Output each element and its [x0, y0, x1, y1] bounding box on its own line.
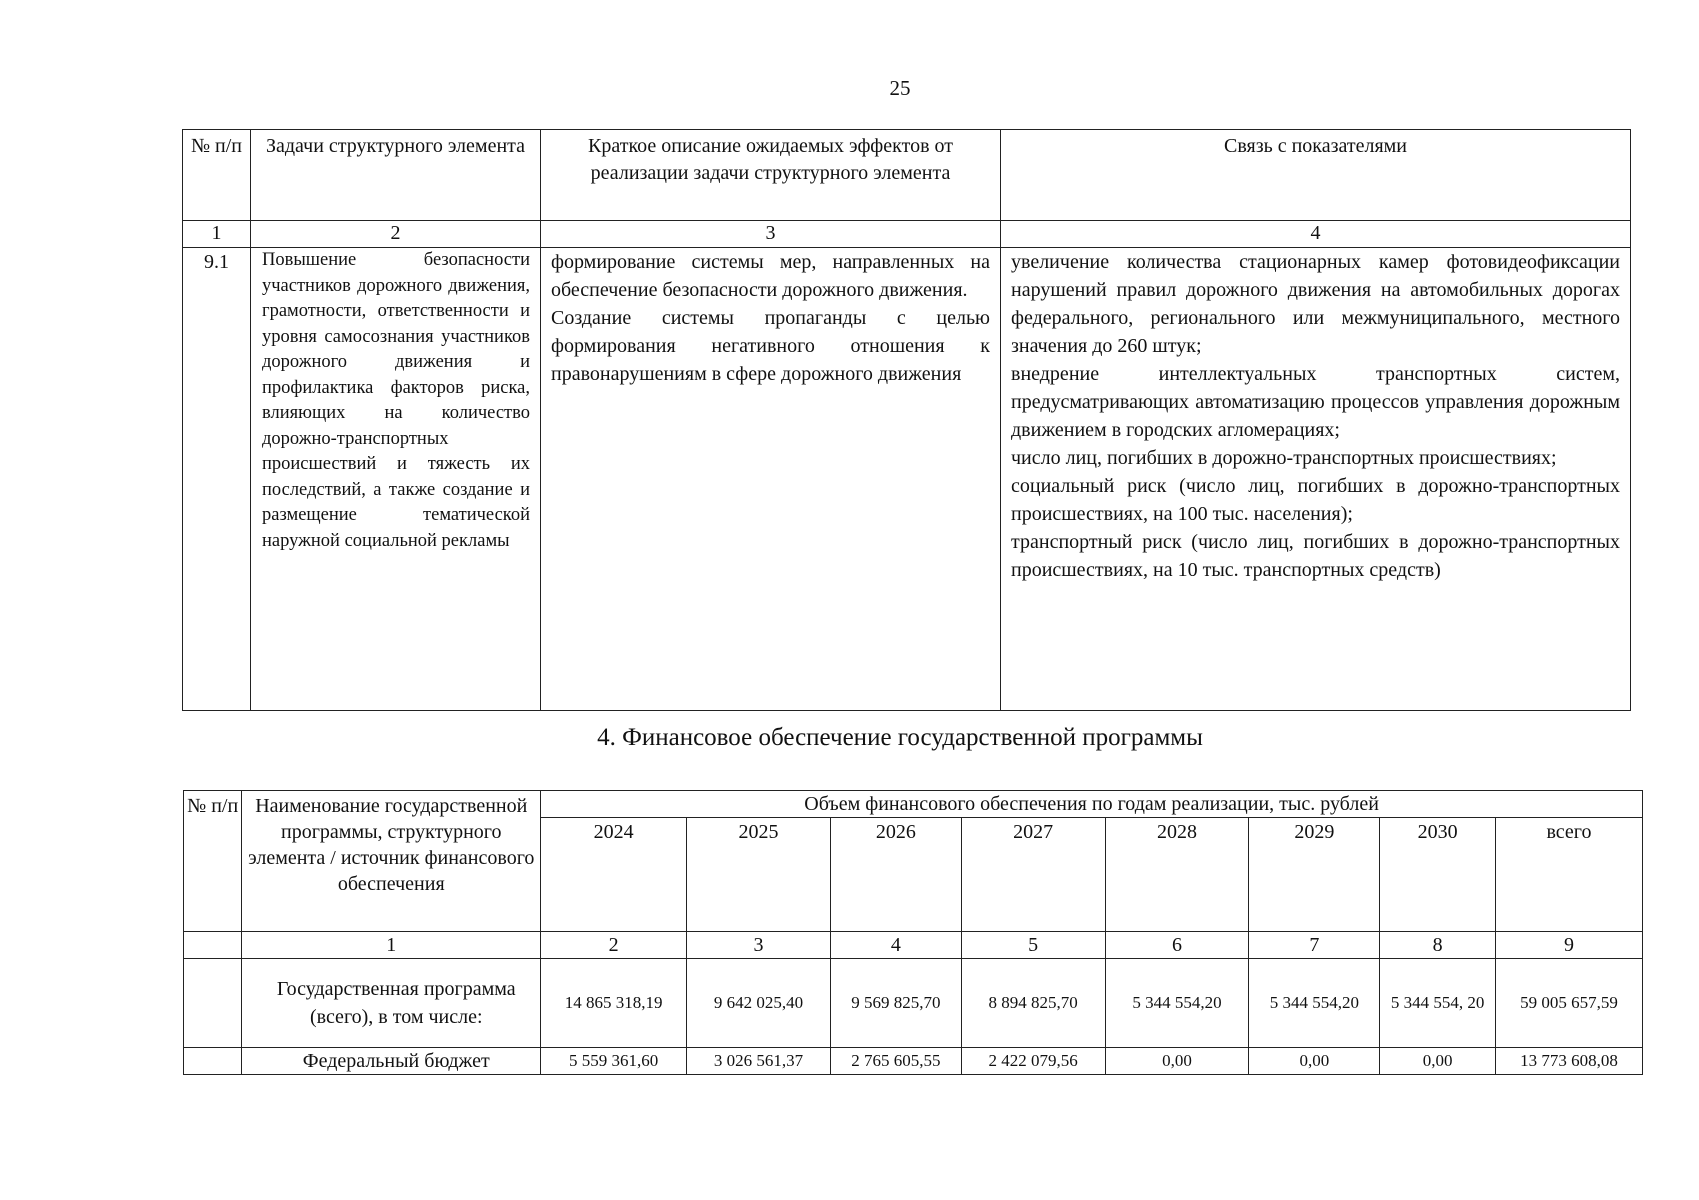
indicator-item: увеличение количества стационарных камер фотовидеофиксации нарушений правил дорожного движения на автомобильных дорогах федерального, регионального или межмуниципального, местного значения до 260 штук; — [1011, 251, 1620, 357]
value-cell: 5 559 361,60 — [541, 1048, 687, 1075]
header-year: 2028 — [1105, 818, 1249, 932]
value-cell: 2 765 605,55 — [830, 1048, 961, 1075]
table-header-row — [184, 791, 1643, 818]
value-cell: 2 422 079,56 — [961, 1048, 1105, 1075]
row-number — [184, 959, 242, 1048]
table-header-row — [183, 130, 1631, 221]
structural-tasks-table — [182, 129, 1631, 711]
value-cell: 8 894 825,70 — [961, 959, 1105, 1048]
row-number — [184, 1048, 242, 1075]
indicator-item: число лиц, погибших в дорожно-транспортных происшествиях; — [1011, 447, 1557, 469]
column-number: 6 — [1105, 932, 1249, 959]
indicator-item: социальный риск (число лиц, погибших в дорожно-транспортных происшествиях, на 100 тыс. населения); — [1011, 475, 1620, 525]
header-num: № п/п — [184, 791, 242, 932]
table-row — [184, 959, 1643, 1048]
table-row — [183, 248, 1631, 711]
value-cell: 0,00 — [1105, 1048, 1249, 1075]
value-cell: 3 026 561,37 — [687, 1048, 831, 1075]
header-year: 2025 — [687, 818, 831, 932]
header-year: 2029 — [1249, 818, 1380, 932]
financing-table — [183, 790, 1643, 1075]
value-cell: 9 642 025,40 — [687, 959, 831, 1048]
header-num: № п/п — [183, 130, 251, 221]
column-number — [184, 932, 242, 959]
header-volume: Объем финансового обеспечения по годам реализации, тыс. рублей — [541, 791, 1643, 818]
value-cell: 0,00 — [1249, 1048, 1380, 1075]
column-number: 1 — [242, 932, 541, 959]
section-title: 4. Финансовое обеспечение государственной программы — [597, 724, 1203, 751]
header-total: всего — [1495, 818, 1642, 932]
header-year: 2026 — [830, 818, 961, 932]
value-cell: 5 344 554,20 — [1105, 959, 1249, 1048]
value-cell: 0,00 — [1380, 1048, 1496, 1075]
task-description: Повышение безопасности участников дорожного движения, грамотности, ответственности и уровня самосознания участников дорожного движения и профилактика факторов риска, влияющих на количество дорожно-транспортных происшествий и тяжесть их последствий, а также создание и размещение тематической наружной социальной рекламы — [251, 248, 541, 711]
header-year: 2024 — [541, 818, 687, 932]
column-number: 3 — [687, 932, 831, 959]
effect-paragraph: Создание системы пропаганды с целью формирования негативного отношения к правонарушениям в сфере дорожного движения — [551, 307, 990, 385]
value-cell: 9 569 825,70 — [830, 959, 961, 1048]
column-number: 5 — [961, 932, 1105, 959]
row-number: 9.1 — [183, 248, 251, 711]
header-year: 2030 — [1380, 818, 1496, 932]
value-cell: 5 344 554,20 — [1249, 959, 1380, 1048]
column-number: 7 — [1249, 932, 1380, 959]
column-number: 4 — [1001, 221, 1631, 248]
column-number: 9 — [1495, 932, 1642, 959]
column-numbers-row — [183, 221, 1631, 248]
value-cell: 14 865 318,19 — [541, 959, 687, 1048]
header-tasks: Задачи структурного элемента — [251, 130, 541, 221]
value-cell: 5 344 554, 20 — [1380, 959, 1496, 1048]
page-number: 25 — [889, 76, 911, 100]
effect-paragraph: формирование системы мер, направленных на обеспечение безопасности дорожного движения. — [551, 251, 990, 301]
indicators-description — [1001, 248, 1631, 711]
column-number: 1 — [183, 221, 251, 248]
table-row — [184, 1048, 1643, 1075]
indicator-item: транспортный риск (число лиц, погибших в дорожно-транспортных происшествиях, на 10 тыс. транспортных средств) — [1011, 531, 1620, 581]
column-number: 2 — [541, 932, 687, 959]
row-name: Государственная программа (всего), в том числе: — [242, 959, 541, 1048]
column-number: 2 — [251, 221, 541, 248]
value-cell: 13 773 608,08 — [1495, 1048, 1642, 1075]
header-effects: Краткое описание ожидаемых эффектов от реализации задачи структурного элемента — [541, 130, 1001, 221]
value-cell: 59 005 657,59 — [1495, 959, 1642, 1048]
row-name: Федеральный бюджет — [242, 1048, 541, 1075]
column-number: 8 — [1380, 932, 1496, 959]
indicator-item: внедрение интеллектуальных транспортных систем, предусматривающих автоматизацию процессов управления дорожным движением в городских агломерациях; — [1011, 363, 1620, 441]
column-numbers-row — [184, 932, 1643, 959]
header-indicators: Связь с показателями — [1001, 130, 1631, 221]
column-number: 3 — [541, 221, 1001, 248]
header-year: 2027 — [961, 818, 1105, 932]
column-number: 4 — [830, 932, 961, 959]
effects-description — [541, 248, 1001, 711]
header-name: Наименование государственной программы, структурного элемента / источник финансового обеспечения — [242, 791, 541, 932]
